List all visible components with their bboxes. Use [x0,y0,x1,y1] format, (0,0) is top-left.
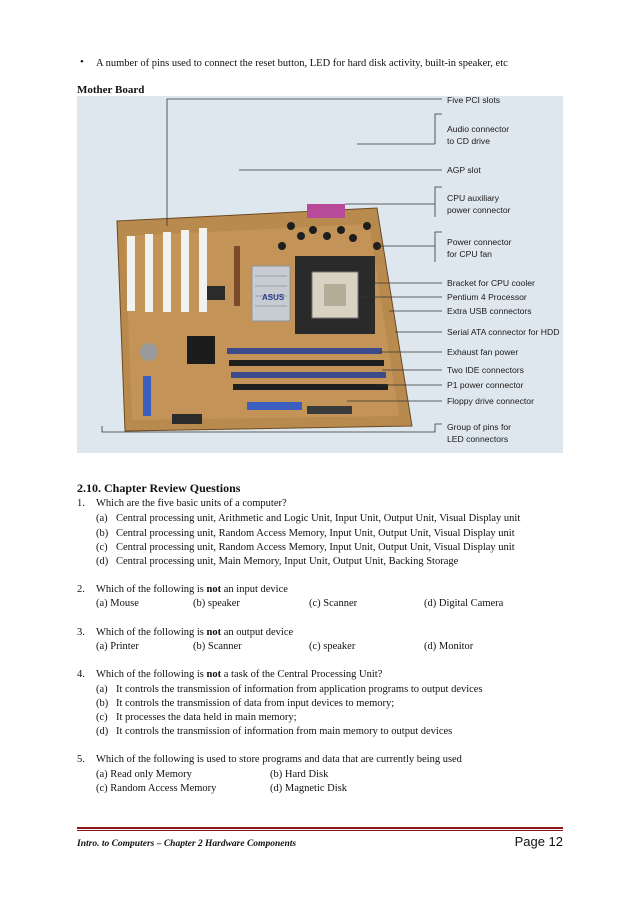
option-letter: (c) [96,712,108,723]
option: (a) Read only Memory [96,769,192,780]
motherboard-figure [77,96,563,453]
asus-logo: ASUS [262,293,285,302]
option: (c) Random Access Memory [96,783,217,794]
option: (b) Scanner [193,641,242,652]
option-text: Central processing unit, Random Access Memory, Input Unit, Output Unit, Visual Display unit [116,542,515,553]
label-led-2: LED connectors [447,434,509,444]
option: (d) Monitor [424,641,474,652]
label-bracket: Bracket for CPU cooler [447,278,535,288]
label-usb: Extra USB connectors [447,306,532,316]
option: (a) Printer [96,641,139,652]
option-text: It controls the transmission of information from application programs to output devices [116,684,483,695]
bullet-icon: • [80,56,84,68]
option: (b) speaker [193,598,240,609]
option: (b) Hard Disk [270,769,329,780]
label-ide: Two IDE connectors [447,365,524,375]
footer-rule-thin [77,830,563,831]
option: (d) Digital Camera [424,598,504,609]
label-audio-1: Audio connector [447,124,510,134]
footer-rule [77,827,563,829]
question-number: 2. [77,584,85,595]
label-audio-2: to CD drive [447,136,490,146]
label-led-1: Group of pins for [447,422,512,432]
motherboard-image [117,204,412,431]
option-text: It controls the transmission of information from main memory to output devices [116,726,453,737]
label-aux-2: power connector [447,205,511,215]
option-letter: (a) [96,513,108,524]
motherboard-diagram [77,96,563,453]
label-pci: Five PCI slots [447,96,501,105]
section-title: 2.10. Chapter Review Questions [77,481,241,495]
label-fan-1: Power connector [447,237,512,247]
option: (d) Magnetic Disk [270,783,347,794]
footer-text: Intro. to Computers – Chapter 2 Hardware Components [77,839,297,849]
option-letter: (d) [96,726,109,737]
figure-labels [447,96,559,444]
bullet-text: A number of pins used to connect the reset button, LED for hard disk activity, built-in speaker, etc [96,58,508,69]
option-letter: (b) [96,698,109,709]
option: (c) speaker [309,641,356,652]
option-letter: (b) [96,528,109,539]
label-p1: P1 power connector [447,380,524,390]
option-text: It processes the data held in main memory; [116,712,297,723]
question-number: 5. [77,754,85,765]
label-sata: Serial ATA connector for HDD [447,327,560,337]
option-letter: (c) [96,542,108,553]
option: (a) Mouse [96,598,139,609]
label-agp: AGP slot [447,165,481,175]
page-number: Page 12 [514,834,563,849]
option-text: Central processing unit, Main Memory, Input Unit, Output Unit, Backing Storage [116,556,459,567]
label-aux-1: CPU auxiliary [447,193,500,203]
label-pentium: Pentium 4 Processor [447,292,527,302]
option-text: It controls the transmission of data from input devices to memory; [116,698,395,709]
question-text: Which of the following is used to store programs and data that are currently being used [96,754,462,765]
label-exhaust: Exhaust fan power [447,347,519,357]
question-number: 4. [77,669,85,680]
option-text: Central processing unit, Random Access Memory, Input Unit, Output Unit, Visual Display unit [116,528,515,539]
option-letter: (d) [96,556,109,567]
question-number: 1. [77,498,85,509]
label-floppy: Floppy drive connector [447,396,534,406]
option: (c) Scanner [309,598,358,609]
question-text: Which are the five basic units of a computer? [96,498,287,509]
figure-heading: Mother Board [77,84,145,96]
option-letter: (a) [96,684,108,695]
question-text: Which of the following is not an input device [96,584,288,595]
option-text: Central processing unit, Arithmetic and Logic Unit, Input Unit, Output Unit, Visual Display unit [116,513,521,524]
question-text: Which of the following is not a task of the Central Processing Unit? [96,669,383,680]
question-number: 3. [77,627,85,638]
question-text: Which of the following is not an output device [96,627,294,638]
label-fan-2: for CPU fan [447,249,492,259]
